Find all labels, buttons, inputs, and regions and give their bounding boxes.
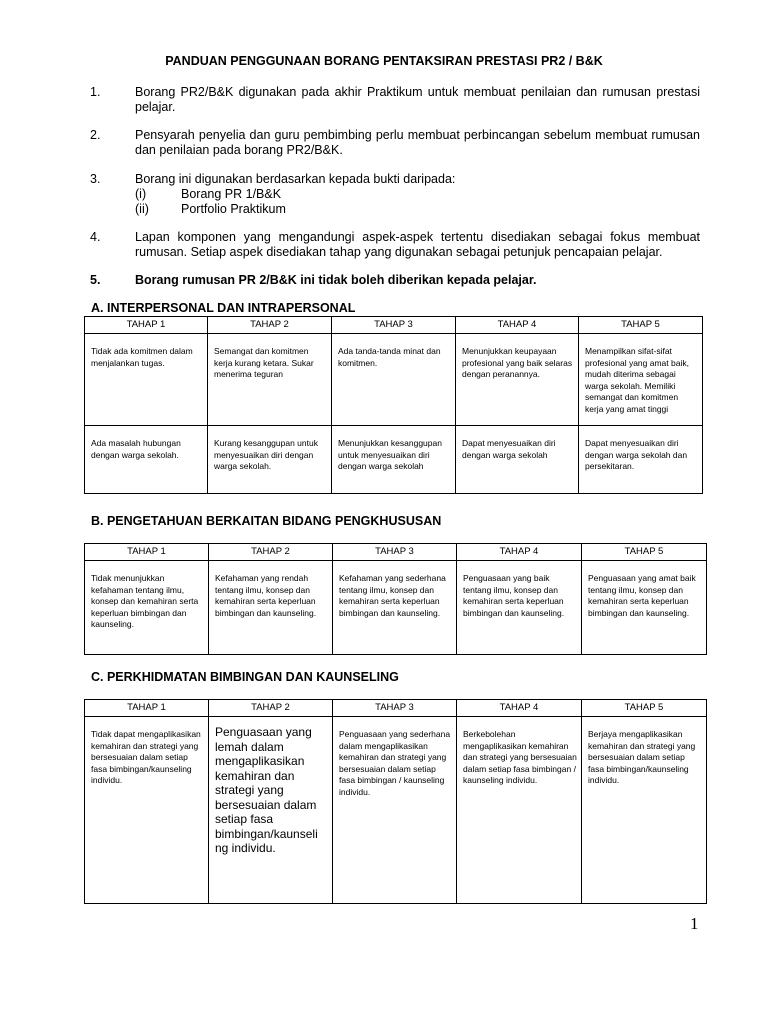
table-cell: Kefahaman yang rendah tentang ilmu, konsep dan kemahiran serta keperluan bimbingan dan kaunseling. [209,561,333,655]
table-cell: Tidak ada komitmen dalam menjalankan tugas. [85,334,208,426]
sub-item-roman: (i) [135,187,147,201]
table-cell: Tidak menunjukkan kefahaman tentang ilmu, konsep dan kemahiran serta keperluan bimbingan dan kaunseling. [85,561,209,655]
item-number: 3. [90,172,101,186]
sub-item [135,187,700,202]
level-header: TAHAP 5 [582,544,707,561]
table-cell: Penguasaan yang sederhana dalam mengaplikasikan kemahiran dan strategi yang bersesuaian dalam setiap fasa bimbingan / kaunseling individu. [333,717,457,904]
item-text: Borang rumusan PR 2/B&K ini tidak boleh diberikan kepada pelajar. [135,273,537,287]
level-header: TAHAP 1 [85,700,209,717]
table-header-row [85,544,707,561]
item-text: Lapan komponen yang mengandungi aspek-aspek tertentu disediakan sebagai fokus membuat rumusan. Setiap aspek disediakan tahap yang digunakan sebagai petunjuk pencapaian pelajar. [135,230,700,259]
table-cell: Berkebolehan mengaplikasikan kemahiran dan strategi yang bersesuaian dalam setiap fasa bimbingan / kaunseling individu. [457,717,582,904]
item-text: Borang ini digunakan berdasarkan kepada bukti daripada: [135,172,456,186]
level-header: TAHAP 5 [582,700,707,717]
level-header: TAHAP 1 [85,544,209,561]
table-cell: Dapat menyesuaikan diri dengan warga sekolah dan persekitaran. [579,426,703,494]
sub-item-text: Portfolio Praktikum [181,202,286,216]
section-a-heading: A. INTERPERSONAL DAN INTRAPERSONAL [91,301,356,315]
level-header: TAHAP 5 [579,317,703,334]
table-cell: Penguasaan yang baik tentang ilmu, konsep dan kemahiran serta keperluan bimbingan dan kaunseling. [457,561,582,655]
item-text-block [135,172,700,217]
table-cell: Kefahaman yang sederhana tentang ilmu, konsep dan kemahiran serta keperluan bimbingan dan kaunseling. [333,561,457,655]
table-cell: Berjaya mengaplikasikan kemahiran dan strategi yang bersesuaian dalam setiap fasa bimbingan/kaunseling individu. [582,717,707,904]
level-header: TAHAP 2 [209,544,333,561]
page-number: 1 [690,914,699,933]
section-a-table [84,316,703,494]
item-number: 5. [90,273,101,287]
level-header: TAHAP 4 [456,317,579,334]
table-header-row [85,700,707,717]
section-c-table [84,699,707,904]
item-text: Pensyarah penyelia dan guru pembimbing perlu membuat perbincangan sebelum membuat rumusan dan penilaian pada borang PR2/B&K. [135,128,700,157]
item-text: Borang PR2/B&K digunakan pada akhir Praktikum untuk membuat penilaian dan rumusan prestasi pelajar. [135,85,700,114]
table-row [85,426,703,494]
section-b-heading: B. PENGETAHUAN BERKAITAN BIDANG PENGKHUSUSAN [91,514,442,528]
table-row [85,561,707,655]
table-cell: Dapat menyesuaikan diri dengan warga sekolah [456,426,579,494]
level-header: TAHAP 4 [457,544,582,561]
level-header: TAHAP 4 [457,700,582,717]
level-header: TAHAP 3 [333,700,457,717]
table-cell: Penguasaan yang amat baik tentang ilmu, konsep dan kemahiran serta keperluan bimbingan dan kaunseling. [582,561,707,655]
table-cell: Menunjukkan keupayaan profesional yang baik selaras dengan peranannya. [456,334,579,426]
item-number: 1. [90,85,101,99]
table-cell: Menampilkan sifat-sifat profesional yang amat baik, mudah diterima sebagai warga sekolah. Memiliki semangat dan komitmen kerja yang amat tinggi [579,334,703,426]
table-cell: Penguasaan yang lemah dalam mengaplikasikan kemahiran dan strategi yang bersesuaian dalam setiap fasa bimbingan/kaunseli ng individu. [209,717,333,904]
table-row [85,717,707,904]
sub-item-text: Borang PR 1/B&K [181,187,282,201]
table-cell: Ada tanda-tanda minat dan komitmen. [332,334,456,426]
level-header: TAHAP 3 [332,317,456,334]
section-c-heading: C. PERKHIDMATAN BIMBINGAN DAN KAUNSELING [91,670,399,684]
page-title: PANDUAN PENGGUNAAN BORANG PENTAKSIRAN PRESTASI PR2 / B&K [165,54,603,68]
level-header: TAHAP 2 [209,700,333,717]
level-header: TAHAP 3 [333,544,457,561]
table-row [85,334,703,426]
table-cell: Menunjukkan kesanggupan untuk menyesuaikan diri dengan warga sekolah [332,426,456,494]
table-cell: Kurang kesanggupan untuk menyesuaikan diri dengan warga sekolah. [208,426,332,494]
table-cell: Ada masalah hubungan dengan warga sekolah. [85,426,208,494]
item-number: 4. [90,230,101,244]
item-number: 2. [90,128,101,142]
table-header-row [85,317,703,334]
table-cell: Semangat dan komitmen kerja kurang ketara. Sukar menerima teguran [208,334,332,426]
section-b-table [84,543,707,655]
level-header: TAHAP 2 [208,317,332,334]
level-header: TAHAP 1 [85,317,208,334]
sub-item-roman: (ii) [135,202,149,216]
sub-item [135,202,700,217]
table-cell: Tidak dapat mengaplikasikan kemahiran dan strategi yang bersesuaian dalam setiap fasa bimbingan/kaunseling individu. [85,717,209,904]
